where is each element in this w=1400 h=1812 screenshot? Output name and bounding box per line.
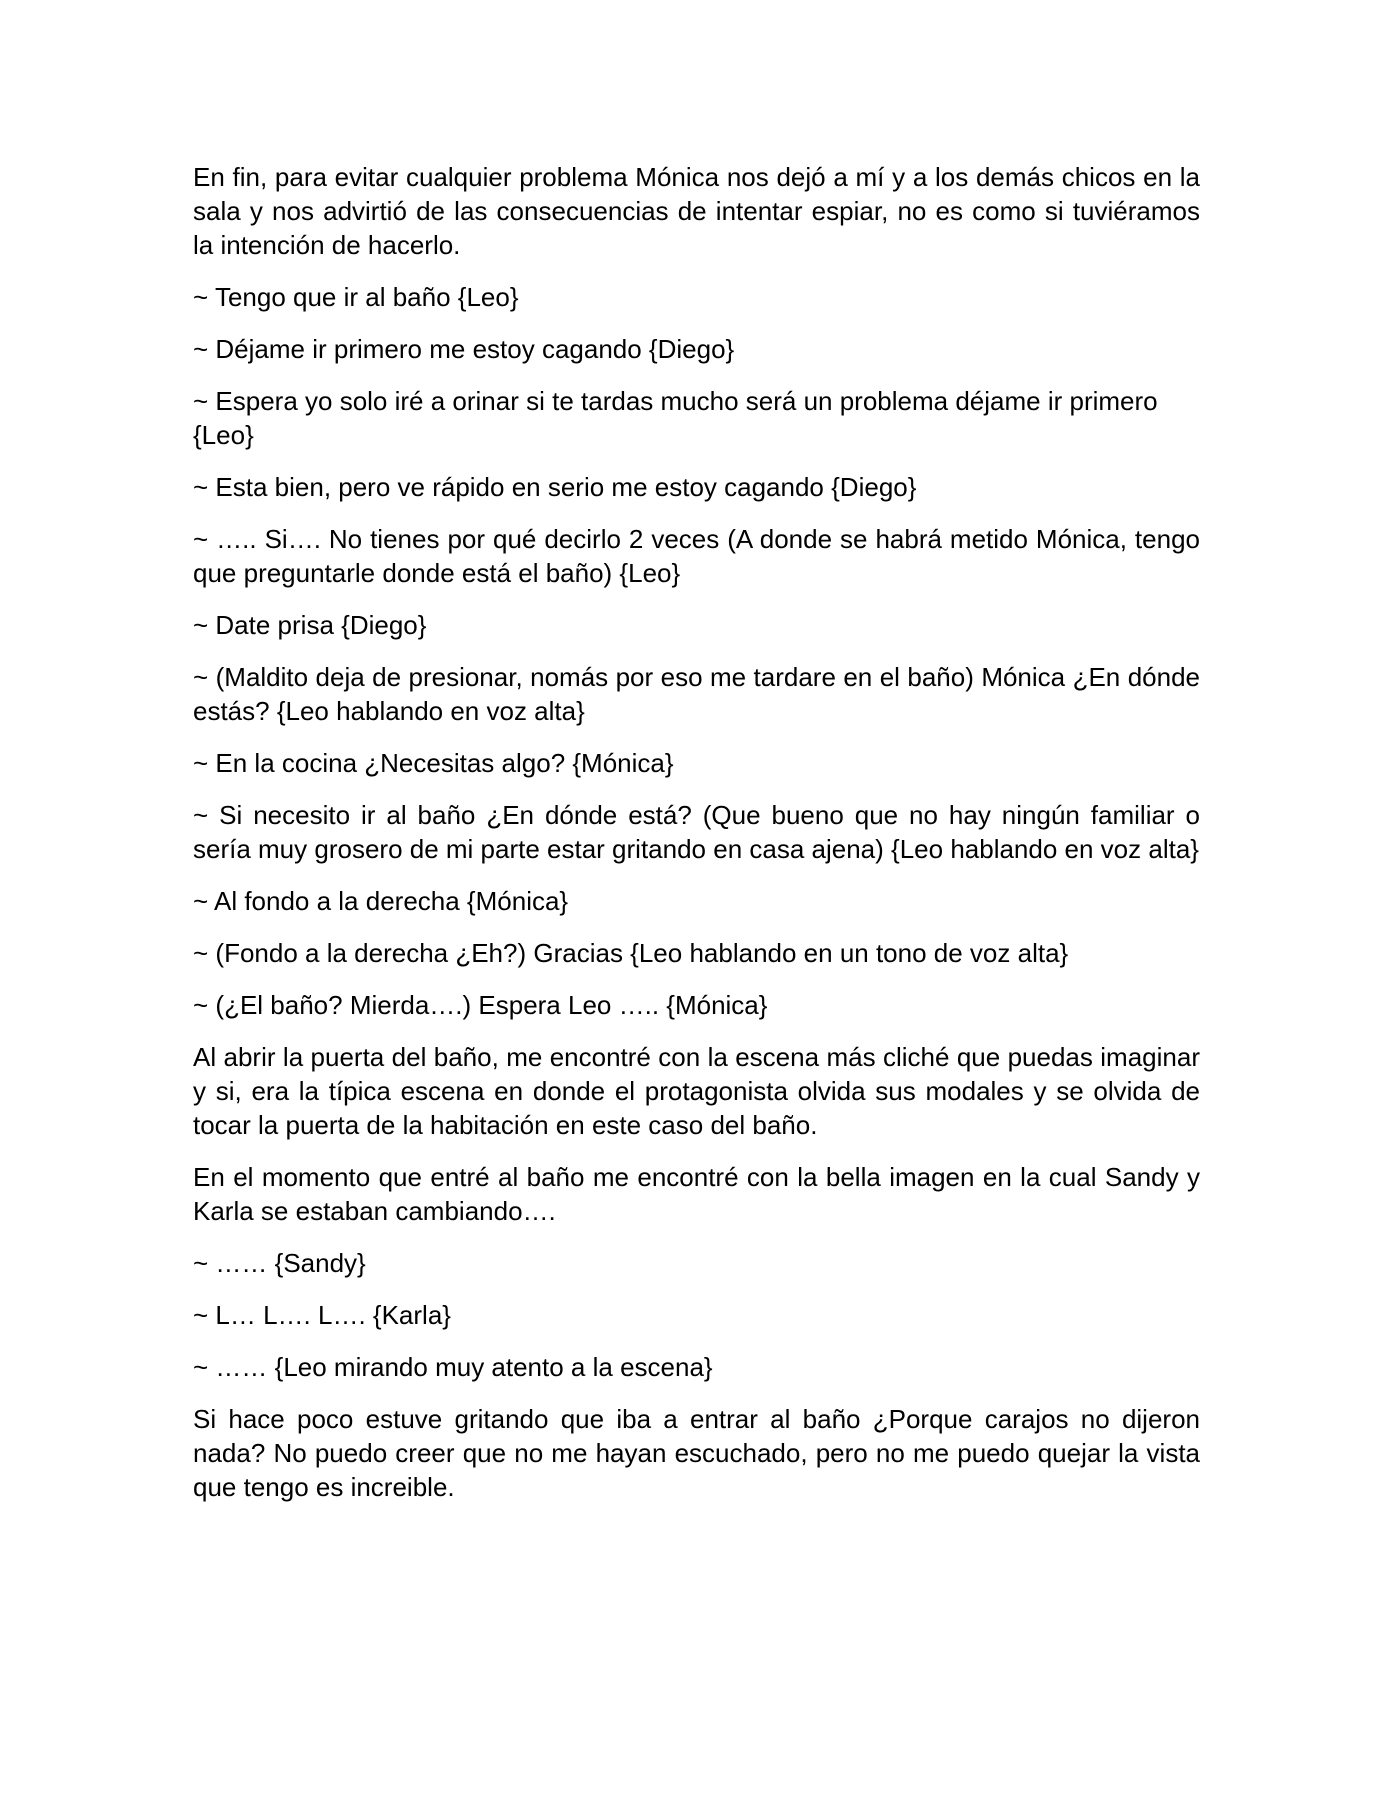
narration-paragraph: Al abrir la puerta del baño, me encontré con la escena más cliché que puedas imaginar y si, era la típica escena en donde el protagonista olvida sus modales y se olvida de tocar la puerta de la habitación en este caso del baño. [193, 1042, 1200, 1140]
narration-paragraph: En el momento que entré al baño me encontré con la bella imagen en la cual Sandy y Karla se estaban cambiando…. [193, 1162, 1200, 1226]
dialogue-line: ~ En la cocina ¿Necesitas algo? {Mónica} [193, 748, 674, 778]
dialogue-line: ~ Espera yo solo iré a orinar si te tardas mucho será un problema déjame ir primero {Leo} [193, 386, 1158, 450]
dialogue-line: ~ (Maldito deja de presionar, nomás por eso me tardare en el baño) Mónica ¿En dónde estás? {Leo hablando en voz alta} [193, 662, 1200, 726]
dialogue-line: ~ …… {Leo mirando muy atento a la escena} [193, 1352, 713, 1382]
document-page [193, 160, 1200, 1522]
dialogue-line: ~ (Fondo a la derecha ¿Eh?) Gracias {Leo hablando en un tono de voz alta} [193, 938, 1069, 968]
dialogue-line: ~ …… {Sandy} [193, 1248, 366, 1278]
dialogue-line: ~ Tengo que ir al baño {Leo} [193, 282, 519, 312]
dialogue-line: ~ Déjame ir primero me estoy cagando {Diego} [193, 334, 735, 364]
dialogue-line: ~ ….. Si…. No tienes por qué decirlo 2 veces (A donde se habrá metido Mónica, tengo que preguntarle donde está el baño) {Leo} [193, 524, 1200, 588]
narration-paragraph: En fin, para evitar cualquier problema Mónica nos dejó a mí y a los demás chicos en la sala y nos advirtió de las consecuencias de intentar espiar, no es como si tuviéramos la intención de hacerlo. [193, 162, 1200, 260]
narration-paragraph: Si hace poco estuve gritando que iba a entrar al baño ¿Porque carajos no dijeron nada? No puedo creer que no me hayan escuchado, pero no me puedo quejar la vista que tengo es increible. [193, 1404, 1200, 1502]
dialogue-line: ~ Esta bien, pero ve rápido en serio me estoy cagando {Diego} [193, 472, 917, 502]
dialogue-line: ~ Al fondo a la derecha {Mónica} [193, 886, 569, 916]
dialogue-line: ~ Date prisa {Diego} [193, 610, 427, 640]
dialogue-line: ~ (¿El baño? Mierda….) Espera Leo ….. {Mónica} [193, 990, 768, 1020]
dialogue-line: ~ Si necesito ir al baño ¿En dónde está? (Que bueno que no hay ningún familiar o sería muy grosero de mi parte estar gritando en casa ajena) {Leo hablando en voz alta} [193, 800, 1200, 864]
dialogue-line: ~ L… L…. L…. {Karla} [193, 1300, 451, 1330]
